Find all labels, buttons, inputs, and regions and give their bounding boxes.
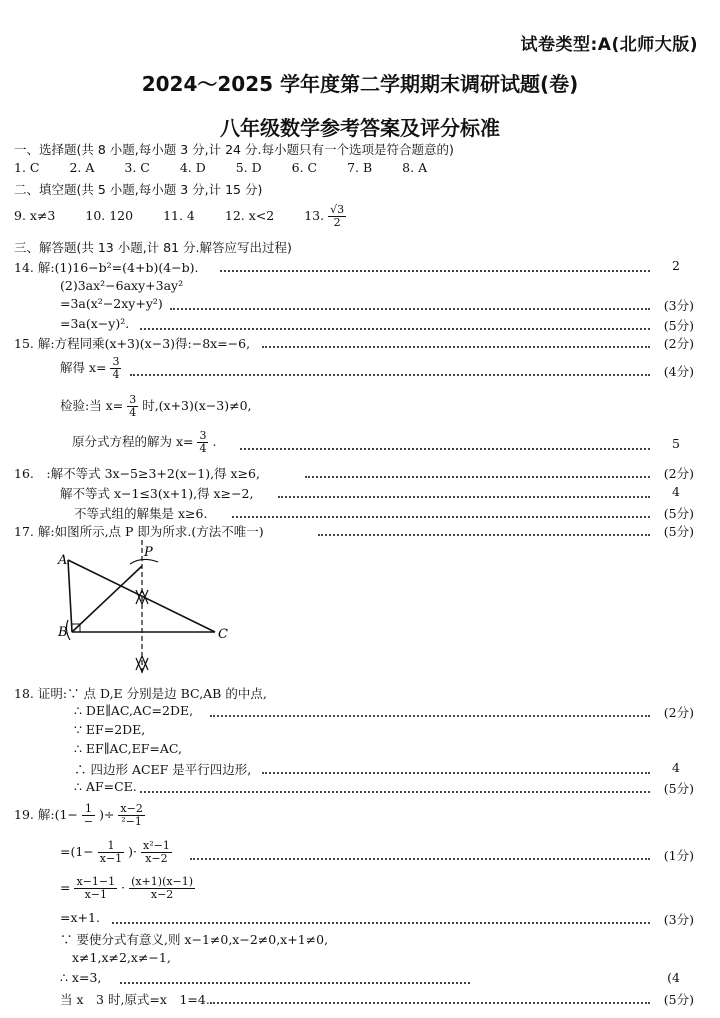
q15-line4-text: 原分式方程的解为 x= [72, 434, 194, 449]
q18-line1: 18. 证明:∵ 点 D,E 分别是边 BC,AB 的中点, [14, 686, 267, 701]
fraction-denominator: x−1 [99, 852, 123, 865]
q19-score8: (5分) [663, 992, 694, 1007]
q17-score1: (5分) [663, 524, 694, 539]
q19-line2-text: =(1− [60, 844, 94, 859]
fraction-numerator: 3 [112, 355, 120, 368]
answer-4: 4. D [179, 160, 206, 175]
answer-9: 9. x≠3 [14, 208, 56, 223]
fraction-numerator: x−2 [120, 802, 143, 815]
section1-answers [14, 160, 453, 175]
q15-score2: (4分) [663, 364, 694, 379]
q14-line1: 14. 解:(1)16−b²=(4+b)(4−b). [14, 260, 199, 275]
fraction-numerator: x−1−1 [76, 875, 116, 888]
q16-score2: 4 [672, 484, 680, 499]
q18-score6: (5分) [663, 781, 694, 796]
answer-13-denominator: 2 [333, 216, 341, 229]
q18-score2: (2分) [663, 705, 694, 720]
q15-line3 [60, 394, 252, 419]
dotted-leader [278, 496, 650, 498]
q19-line2 [60, 840, 172, 865]
fraction-denominator: 4 [199, 442, 207, 455]
q19-line1-operator: )÷ [99, 807, 115, 822]
q19-line1-fraction1 [82, 803, 95, 828]
q19-line1-fraction2 [118, 803, 144, 828]
answer-1: 1. C [14, 160, 40, 175]
fraction-denominator: ²−1 [121, 815, 142, 828]
q19-line3-operator: · [121, 880, 126, 895]
dotted-leader [210, 715, 650, 717]
q15-line4-tail: . [212, 434, 217, 449]
answer-11: 11. 4 [163, 208, 195, 223]
q18-line3: ∵ EF=2DE, [74, 722, 146, 737]
q19-line4: =x+1. [60, 910, 100, 925]
dotted-leader [262, 346, 650, 348]
vertex-label-a: A [58, 553, 68, 568]
dotted-leader [220, 270, 650, 272]
q19-line1-text: 19. 解:(1− [14, 807, 78, 822]
q14-line2: (2)3ax²−6axy+3ay² [60, 278, 184, 293]
q16-line3: 不等式组的解集是 x≥6. [74, 506, 208, 521]
section2-heading: 二、填空题(共 5 小题,每小题 3 分,计 15 分) [14, 182, 263, 197]
dotted-leader [210, 1002, 650, 1004]
fraction-denominator: − [83, 815, 94, 828]
fraction-numerator: x²−1 [143, 839, 170, 852]
q15-line2-fraction [110, 356, 121, 381]
arc-mark [130, 559, 158, 564]
q15-score4: 5 [672, 436, 680, 451]
segment-bp [72, 566, 142, 632]
q16-score3: (5分) [663, 506, 694, 521]
fraction-denominator: x−2 [145, 852, 168, 865]
dotted-leader [232, 516, 650, 518]
dotted-leader [318, 534, 650, 536]
q19-line7: ∴ x=3, [60, 970, 102, 985]
q19-score7: (4 [667, 970, 680, 985]
dotted-leader [305, 476, 650, 478]
q18-line2: ∴ DE∥AC,AC=2DE, [74, 703, 194, 718]
q16-score1: (2分) [663, 466, 694, 481]
q14-line3: =3a(x²−2xy+y²) [60, 296, 163, 311]
q18-score5: 4 [672, 760, 680, 775]
q15-line4 [72, 430, 216, 455]
answer-13-numerator: √3 [330, 203, 345, 216]
q18-line5: ∴ 四边形 ACEF 是平行四边形, [74, 762, 252, 777]
q16-line1: 16. :解不等式 3x−5≥3+2(x−1),得 x≥6, [14, 466, 260, 481]
fraction-numerator: 3 [199, 429, 207, 442]
answer-12: 12. x<2 [224, 208, 275, 223]
q14-score4: (5分) [663, 318, 694, 333]
fraction-denominator: x−1 [84, 888, 107, 901]
dotted-leader [240, 448, 650, 450]
q14-line4: =3a(x−y)². [60, 316, 130, 331]
fraction-numerator: 3 [129, 393, 137, 406]
q19-line3 [60, 876, 195, 901]
fraction-numerator: 1 [82, 803, 95, 816]
dotted-leader [140, 328, 650, 330]
q15-line3-fraction [127, 394, 138, 419]
answer-8: 8. A [402, 160, 428, 175]
section2-answers [14, 204, 346, 229]
point-label-p: P [144, 545, 153, 560]
q17-line1: 17. 解:如图所示,点 P 即为所求.(方法不唯一) [14, 524, 264, 539]
dotted-leader [130, 374, 650, 376]
fraction-denominator: x−2 [150, 888, 174, 901]
q19-line3-fraction1 [74, 876, 117, 901]
q15-line4-fraction [197, 430, 208, 455]
q15-line1: 15. 解:方程同乘(x+3)(x−3)得:−8x=−6, [14, 336, 251, 351]
q19-line2-fraction1 [98, 840, 124, 865]
vertex-label-c: C [218, 627, 228, 642]
q19-line8: 当 x 3 时,原式=x 1=4. [60, 992, 210, 1007]
q15-line3-tail: 时,(x+3)(x−3)≠0, [142, 398, 252, 413]
vertex-label-b: B [58, 625, 68, 640]
construction-figure [50, 540, 250, 680]
answer-13-label: 13. [304, 208, 325, 223]
dotted-leader [120, 982, 470, 984]
dotted-leader [262, 772, 650, 774]
fraction-numerator: (x+1)(x−1) [131, 875, 194, 888]
dotted-leader [140, 791, 650, 793]
q16-line2: 解不等式 x−1≤3(x+1),得 x≥−2, [60, 486, 254, 501]
q19-line3-text: = [60, 880, 71, 895]
answer-3: 3. C [124, 160, 150, 175]
q15-line3-text: 检验:当 x= [60, 398, 124, 413]
segment-ab [68, 560, 72, 632]
answer-10: 10. 120 [85, 208, 134, 223]
paper-type-label: 试卷类型:A(北师大版) [520, 35, 698, 55]
q15-line2-text: 解得 x= [60, 360, 107, 375]
answer-7: 7. B [347, 160, 373, 175]
q19-line6: x≠1,x≠2,x≠−1, [72, 950, 171, 965]
q19-line5: ∵ 要使分式有意义,则 x−1≠0,x−2≠0,x+1≠0, [60, 932, 329, 947]
q18-line4: ∴ EF∥AC,EF=AC, [74, 741, 183, 756]
q19-score2: (1分) [663, 848, 694, 863]
dotted-leader [170, 308, 650, 310]
answer-key-subtitle: 八年级数学参考答案及评分标准 [220, 116, 500, 140]
q19-score4: (3分) [663, 912, 694, 927]
q18-line6: ∴ AF=CE. [74, 779, 137, 794]
q15-score1: (2分) [663, 336, 694, 351]
answer-2: 2. A [69, 160, 95, 175]
exam-title: 2024～2025 学年度第二学期期末调研试题(卷) [141, 72, 579, 96]
q19-line1 [14, 803, 145, 828]
dotted-leader [112, 922, 650, 924]
answer-6: 6. C [291, 160, 318, 175]
q14-score1: 2 [672, 258, 680, 273]
q14-score3: (3分) [663, 298, 694, 313]
q19-line3-fraction2 [129, 876, 195, 901]
q15-line2 [60, 356, 121, 381]
section1-heading: 一、选择题(共 8 小题,每小题 3 分,计 24 分.每小题只有一个选项是符合题意的) [14, 142, 454, 157]
q19-line2-operator: )· [128, 844, 138, 859]
fraction-numerator: 1 [98, 840, 124, 853]
section3-heading: 三、解答题(共 13 小题,计 81 分.解答应写出过程) [14, 240, 292, 255]
q19-line2-fraction2 [141, 840, 172, 865]
answer-5: 5. D [235, 160, 262, 175]
dotted-leader [190, 858, 650, 860]
fraction-denominator: 4 [112, 368, 120, 381]
answer-13-fraction [328, 204, 346, 229]
fraction-denominator: 4 [129, 406, 137, 419]
